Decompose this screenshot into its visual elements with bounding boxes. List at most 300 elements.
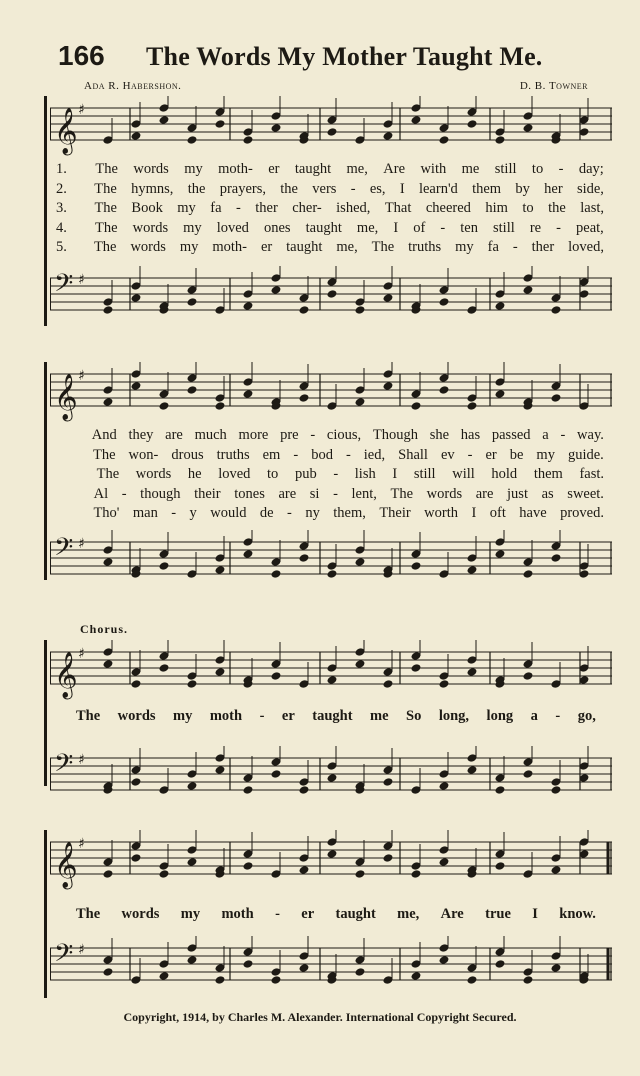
lyric-syllable: still xyxy=(494,161,517,177)
lyric-syllable: fa xyxy=(487,239,499,256)
lyric-syllable: me, xyxy=(336,239,358,256)
lyric-syllable: er xyxy=(281,708,295,724)
lyric-syllable: er xyxy=(485,446,497,463)
lyric-syllable: I xyxy=(399,180,405,197)
lyric-syllable: won- xyxy=(128,446,159,463)
verse-line xyxy=(56,180,604,200)
lyric-syllable: moth- xyxy=(218,161,253,177)
lyric-syllable: long xyxy=(486,708,514,724)
hymn-number: 166 xyxy=(58,40,105,71)
chorus-line xyxy=(76,708,596,725)
lyric-syllable: still xyxy=(413,466,436,483)
lyric-syllable: me xyxy=(370,708,389,724)
lyric-syllable: fast. xyxy=(579,466,604,483)
verse-line xyxy=(56,426,604,446)
verse-line xyxy=(56,199,604,219)
lyric-syllable: truths xyxy=(216,446,250,463)
lyric-syllable: - xyxy=(121,485,127,502)
notehead xyxy=(187,781,198,791)
notehead xyxy=(411,971,422,981)
lyric-syllable: my xyxy=(180,906,201,922)
notehead xyxy=(551,305,562,315)
lyricist-credit: Ada R. Habershon. xyxy=(84,80,182,92)
lyric-syllable: the xyxy=(187,180,206,197)
notehead xyxy=(159,115,170,125)
lyric-syllable: em xyxy=(262,446,281,463)
sharp-icon: ♯ xyxy=(78,272,85,288)
chorus-label: Chorus. xyxy=(80,622,129,636)
notehead xyxy=(327,289,338,299)
lyric-syllable: last, xyxy=(580,200,604,217)
treble-staff xyxy=(50,640,612,700)
lyric-syllable: are xyxy=(165,427,183,443)
notehead xyxy=(355,659,366,669)
lyric-syllable: long, xyxy=(438,708,470,724)
lyric-syllable: Shall xyxy=(398,446,428,463)
notehead xyxy=(215,975,226,985)
lyric-syllable: her xyxy=(544,180,563,197)
lyric-syllable: ished, xyxy=(336,200,371,217)
lyric-syllable: er xyxy=(301,906,315,922)
lyric-syllable: loved xyxy=(218,466,251,483)
lyric-syllable: peat, xyxy=(576,219,604,236)
lyric-syllable: my xyxy=(183,219,202,236)
lyric-syllable: The xyxy=(93,446,116,463)
lyric-syllable: she xyxy=(429,427,450,443)
notehead xyxy=(159,971,170,981)
lyric-syllable: true xyxy=(485,906,511,922)
lyric-syllable: words xyxy=(121,906,160,922)
lyric-syllable: bod xyxy=(311,446,333,463)
notehead xyxy=(383,853,394,863)
notehead xyxy=(215,765,226,775)
lyric-syllable: The xyxy=(94,180,117,197)
lyric-syllable: though xyxy=(140,485,181,502)
notehead xyxy=(271,569,282,579)
lyric-syllable: That xyxy=(384,200,412,217)
notehead xyxy=(439,679,450,689)
lyric-syllable: - xyxy=(560,427,566,443)
lyric-syllable: guide. xyxy=(567,446,604,463)
lyric-syllable: - xyxy=(287,505,292,522)
notehead xyxy=(103,397,114,407)
lyric-syllable: - xyxy=(275,906,280,922)
clef-icon: 𝄢 xyxy=(54,749,74,784)
verse-number: 1. xyxy=(56,161,67,177)
notehead xyxy=(103,557,114,567)
lyric-syllable: me, xyxy=(346,161,368,177)
sharp-icon: ♯ xyxy=(78,836,85,852)
notehead xyxy=(299,785,310,795)
notehead xyxy=(271,671,282,681)
notehead xyxy=(271,123,282,133)
sharp-icon: ♯ xyxy=(78,102,85,118)
notehead xyxy=(495,135,506,145)
lyric-syllable: I xyxy=(532,906,538,922)
lyric-syllable: moth xyxy=(209,708,243,724)
notehead xyxy=(467,667,478,677)
notehead xyxy=(355,397,366,407)
notehead xyxy=(243,301,254,311)
lyric-syllable: er xyxy=(268,161,280,177)
verse-number xyxy=(56,504,80,524)
notehead xyxy=(243,861,254,871)
lyric-syllable: - xyxy=(556,219,561,236)
notehead xyxy=(495,389,506,399)
lyric-syllable: day; xyxy=(578,161,604,177)
notehead xyxy=(243,549,254,559)
lyric-syllable: - xyxy=(558,161,564,177)
lyric-syllable: - xyxy=(555,708,561,724)
lyric-syllable: a xyxy=(542,427,549,443)
lyric-syllable: as xyxy=(541,485,554,502)
sharp-icon: ♯ xyxy=(78,646,85,662)
notehead xyxy=(523,569,534,579)
lyric-syllable: the xyxy=(280,180,298,197)
notehead xyxy=(551,393,562,403)
lyric-syllable: of xyxy=(413,219,426,236)
treble-staff xyxy=(50,830,612,890)
verse-line xyxy=(56,160,604,180)
lyric-syllable: words xyxy=(133,161,169,177)
notehead xyxy=(467,565,478,575)
lyric-syllable: cheered xyxy=(425,200,471,217)
notehead xyxy=(523,285,534,295)
clef-icon: 𝄞 xyxy=(54,842,78,888)
notehead xyxy=(299,865,310,875)
lyric-syllable: Book xyxy=(131,200,163,217)
verse-line xyxy=(56,446,604,466)
lyric-syllable: sweet. xyxy=(567,485,604,502)
notehead xyxy=(299,553,310,563)
lyric-syllable: - xyxy=(350,180,356,197)
verse-line xyxy=(56,219,604,239)
lyric-syllable: my xyxy=(184,161,203,177)
lyric-syllable: my xyxy=(536,446,555,463)
notehead xyxy=(131,131,142,141)
lyric-syllable: they xyxy=(128,427,154,443)
lyric-syllable: Are xyxy=(440,906,464,922)
verse-number xyxy=(56,485,80,505)
bass-staff xyxy=(50,936,612,996)
notehead xyxy=(411,869,422,879)
notehead xyxy=(551,553,562,563)
notehead xyxy=(495,861,506,871)
lyric-syllable: my xyxy=(179,239,199,256)
notehead xyxy=(327,773,338,783)
lyric-syllable: still xyxy=(493,219,515,236)
lyric-syllable: vers xyxy=(312,180,337,197)
lyric-syllable: a xyxy=(530,708,538,724)
sharp-icon: ♯ xyxy=(78,752,85,768)
notehead xyxy=(159,869,170,879)
notehead xyxy=(355,557,366,567)
verse-number: 2. xyxy=(56,180,67,197)
lyric-syllable: my xyxy=(455,239,474,256)
verse-line xyxy=(56,238,604,258)
lyric-syllable: are xyxy=(475,485,494,502)
lyric-syllable: Their xyxy=(379,505,411,522)
lyric-syllable: taught xyxy=(312,708,353,724)
lyric-syllable: moth- xyxy=(212,239,247,256)
lyric-syllable: go, xyxy=(577,708,596,724)
notehead xyxy=(439,385,450,395)
notehead xyxy=(187,385,198,395)
lyric-syllable: ied, xyxy=(363,446,386,463)
lyric-syllable: passed xyxy=(491,427,531,443)
verse-line xyxy=(56,485,604,505)
lyric-syllable: oft xyxy=(489,505,506,522)
notehead xyxy=(187,135,198,145)
lyric-syllable: The xyxy=(95,219,118,236)
lyric-syllable: The xyxy=(76,906,101,922)
lyric-syllable: I xyxy=(393,219,399,236)
lyric-syllable: - xyxy=(293,446,299,463)
lyric-syllable: are xyxy=(278,485,297,502)
lyric-syllable: The xyxy=(94,200,117,217)
notehead xyxy=(187,297,198,307)
lyric-syllable: my xyxy=(177,200,196,217)
lyric-syllable: words xyxy=(132,219,169,236)
lyric-syllable: y xyxy=(189,505,197,522)
treble-staff xyxy=(50,96,612,156)
lyric-syllable: me xyxy=(461,161,480,177)
verse-number: 4. xyxy=(56,219,67,236)
lyric-syllable: hymns, xyxy=(131,180,174,197)
lyric-syllable: - xyxy=(171,505,177,522)
notehead xyxy=(439,955,450,965)
notehead xyxy=(159,561,170,571)
verse-line xyxy=(56,465,604,485)
notehead xyxy=(383,777,394,787)
notehead xyxy=(467,765,478,775)
lyric-syllable: words xyxy=(426,485,463,502)
notehead xyxy=(215,667,226,677)
lyric-syllable: ones xyxy=(263,219,291,236)
lyric-syllable: ther xyxy=(255,200,278,217)
notehead xyxy=(523,123,534,133)
system-brace xyxy=(44,362,47,580)
notehead xyxy=(439,781,450,791)
hymn-header xyxy=(50,40,610,80)
notehead xyxy=(439,297,450,307)
notehead xyxy=(131,777,142,787)
lyric-syllable: re xyxy=(529,219,542,236)
lyric-syllable: - xyxy=(512,239,518,256)
notehead xyxy=(439,135,450,145)
lyric-syllable: will xyxy=(452,466,475,483)
lyric-syllable: side, xyxy=(576,180,604,197)
lyric-syllable: the xyxy=(548,200,566,217)
lyric-syllable: taught xyxy=(286,239,323,256)
lyric-syllable: The xyxy=(95,161,118,177)
notehead xyxy=(131,679,142,689)
clef-icon: 𝄢 xyxy=(54,269,74,304)
lyric-syllable: Are xyxy=(383,161,406,177)
lyric-syllable: their xyxy=(194,485,221,502)
lyric-syllable: - xyxy=(310,427,316,443)
notehead xyxy=(495,301,506,311)
lyric-syllable: ev xyxy=(440,446,455,463)
lyric-syllable: me, xyxy=(356,219,379,236)
lyric-syllable: taught xyxy=(294,161,332,177)
notehead xyxy=(327,675,338,685)
notehead xyxy=(243,785,254,795)
notehead xyxy=(243,959,254,969)
lyric-syllable: The xyxy=(93,239,117,256)
sharp-icon: ♯ xyxy=(78,942,85,958)
composer-credit: D. B. Towner xyxy=(519,80,588,92)
lyric-syllable: has xyxy=(460,427,481,443)
lyric-syllable: fa xyxy=(210,200,222,217)
lyric-syllable: drous xyxy=(171,446,204,463)
clef-icon: 𝄞 xyxy=(54,108,78,154)
lyric-syllable: tones xyxy=(234,485,265,502)
lyric-syllable: them, xyxy=(333,505,366,522)
system-brace xyxy=(44,640,47,786)
notehead xyxy=(103,967,114,977)
lyric-syllable: And xyxy=(91,427,117,443)
notehead xyxy=(187,857,198,867)
lyric-syllable: pub xyxy=(294,466,317,483)
notehead xyxy=(551,865,562,875)
lyric-syllable: know. xyxy=(559,906,596,922)
notehead xyxy=(411,663,422,673)
clef-icon: 𝄞 xyxy=(54,652,78,698)
notehead xyxy=(495,549,506,559)
verse-number xyxy=(56,446,80,466)
lyric-syllable: cious, xyxy=(326,427,362,443)
lyric-syllable: Al xyxy=(93,485,109,502)
notehead xyxy=(299,393,310,403)
lyric-syllable: to xyxy=(531,161,544,177)
lyric-syllable: lent, xyxy=(351,485,377,502)
lyric-syllable: worth xyxy=(424,505,459,522)
lyric-syllable: The xyxy=(96,466,120,483)
sharp-icon: ♯ xyxy=(78,536,85,552)
lyric-syllable: taught xyxy=(305,219,342,236)
lyric-syllable: The xyxy=(76,708,101,724)
notehead xyxy=(551,963,562,973)
lyric-syllable: - xyxy=(345,446,351,463)
lyric-syllable: me, xyxy=(397,906,420,922)
bass-staff xyxy=(50,746,612,806)
notehead xyxy=(215,119,226,129)
lyric-syllable: my xyxy=(173,708,193,724)
lyric-syllable: much xyxy=(194,427,227,443)
lyric-syllable: moth xyxy=(221,906,254,922)
lyric-syllable: just xyxy=(507,485,528,502)
clef-icon: 𝄢 xyxy=(54,533,74,568)
notehead xyxy=(467,119,478,129)
lyric-syllable: would xyxy=(210,505,247,522)
notehead xyxy=(215,565,226,575)
notehead xyxy=(523,671,534,681)
system-brace xyxy=(44,830,47,998)
notehead xyxy=(355,869,366,879)
lyric-syllable: by xyxy=(515,180,530,197)
lyric-syllable: cher- xyxy=(292,200,322,217)
chorus-line xyxy=(76,906,596,923)
notehead xyxy=(467,975,478,985)
lyric-syllable: to xyxy=(522,200,534,217)
notehead xyxy=(523,975,534,985)
notehead xyxy=(271,285,282,295)
lyric-syllable: de xyxy=(259,505,274,522)
lyric-syllable: es, xyxy=(369,180,386,197)
verse-number: 3. xyxy=(56,200,67,217)
treble-staff xyxy=(50,362,612,422)
notehead xyxy=(131,853,142,863)
notehead xyxy=(103,659,114,669)
lyric-syllable: be xyxy=(509,446,524,463)
lyric-syllable: - xyxy=(333,485,338,502)
notehead xyxy=(243,389,254,399)
notehead xyxy=(495,959,506,969)
clef-icon: 𝄢 xyxy=(54,939,74,974)
lyric-syllable: have xyxy=(519,505,547,522)
notehead xyxy=(551,785,562,795)
lyric-syllable: Tho' xyxy=(93,505,120,522)
lyric-syllable: I xyxy=(392,466,398,483)
notehead xyxy=(383,293,394,303)
notehead xyxy=(299,305,310,315)
notehead xyxy=(327,569,338,579)
lyric-syllable: prayers, xyxy=(219,180,266,197)
notehead xyxy=(523,769,534,779)
lyric-syllable: - xyxy=(259,708,265,724)
lyric-syllable: learn'd xyxy=(418,180,458,197)
lyric-syllable: lish xyxy=(354,466,376,483)
lyric-syllable: pre xyxy=(280,427,299,443)
notehead xyxy=(159,663,170,673)
hymn-title: The Words My Mother Taught Me. xyxy=(146,42,543,71)
lyric-syllable: man xyxy=(132,505,158,522)
notehead xyxy=(355,305,366,315)
notehead xyxy=(411,401,422,411)
bass-staff xyxy=(50,530,612,590)
lyric-syllable: way. xyxy=(577,427,604,443)
notehead xyxy=(187,955,198,965)
lyric-syllable: to xyxy=(267,466,279,483)
clef-icon: 𝄞 xyxy=(54,374,78,420)
lyric-syllable: them xyxy=(472,180,502,197)
bass-staff xyxy=(50,266,612,326)
verse-block-1 xyxy=(56,160,604,258)
lyric-syllable: loved, xyxy=(568,239,604,256)
system-brace xyxy=(44,96,47,326)
verse-line xyxy=(56,504,604,524)
notehead xyxy=(271,769,282,779)
lyric-syllable: ther xyxy=(531,239,555,256)
lyric-syllable: taught xyxy=(335,906,376,922)
sharp-icon: ♯ xyxy=(78,368,85,384)
notehead xyxy=(355,967,366,977)
lyric-syllable: more xyxy=(238,427,269,443)
verse-number: 5. xyxy=(56,239,67,256)
lyric-syllable: truths xyxy=(408,239,442,256)
notehead xyxy=(383,381,394,391)
lyric-syllable: er xyxy=(260,239,273,256)
notehead xyxy=(131,293,142,303)
notehead xyxy=(187,679,198,689)
lyric-syllable: Though xyxy=(372,427,418,443)
verse-number xyxy=(56,426,80,446)
notehead xyxy=(439,857,450,867)
notehead xyxy=(215,401,226,411)
notehead xyxy=(159,401,170,411)
lyric-syllable: them xyxy=(533,466,563,483)
